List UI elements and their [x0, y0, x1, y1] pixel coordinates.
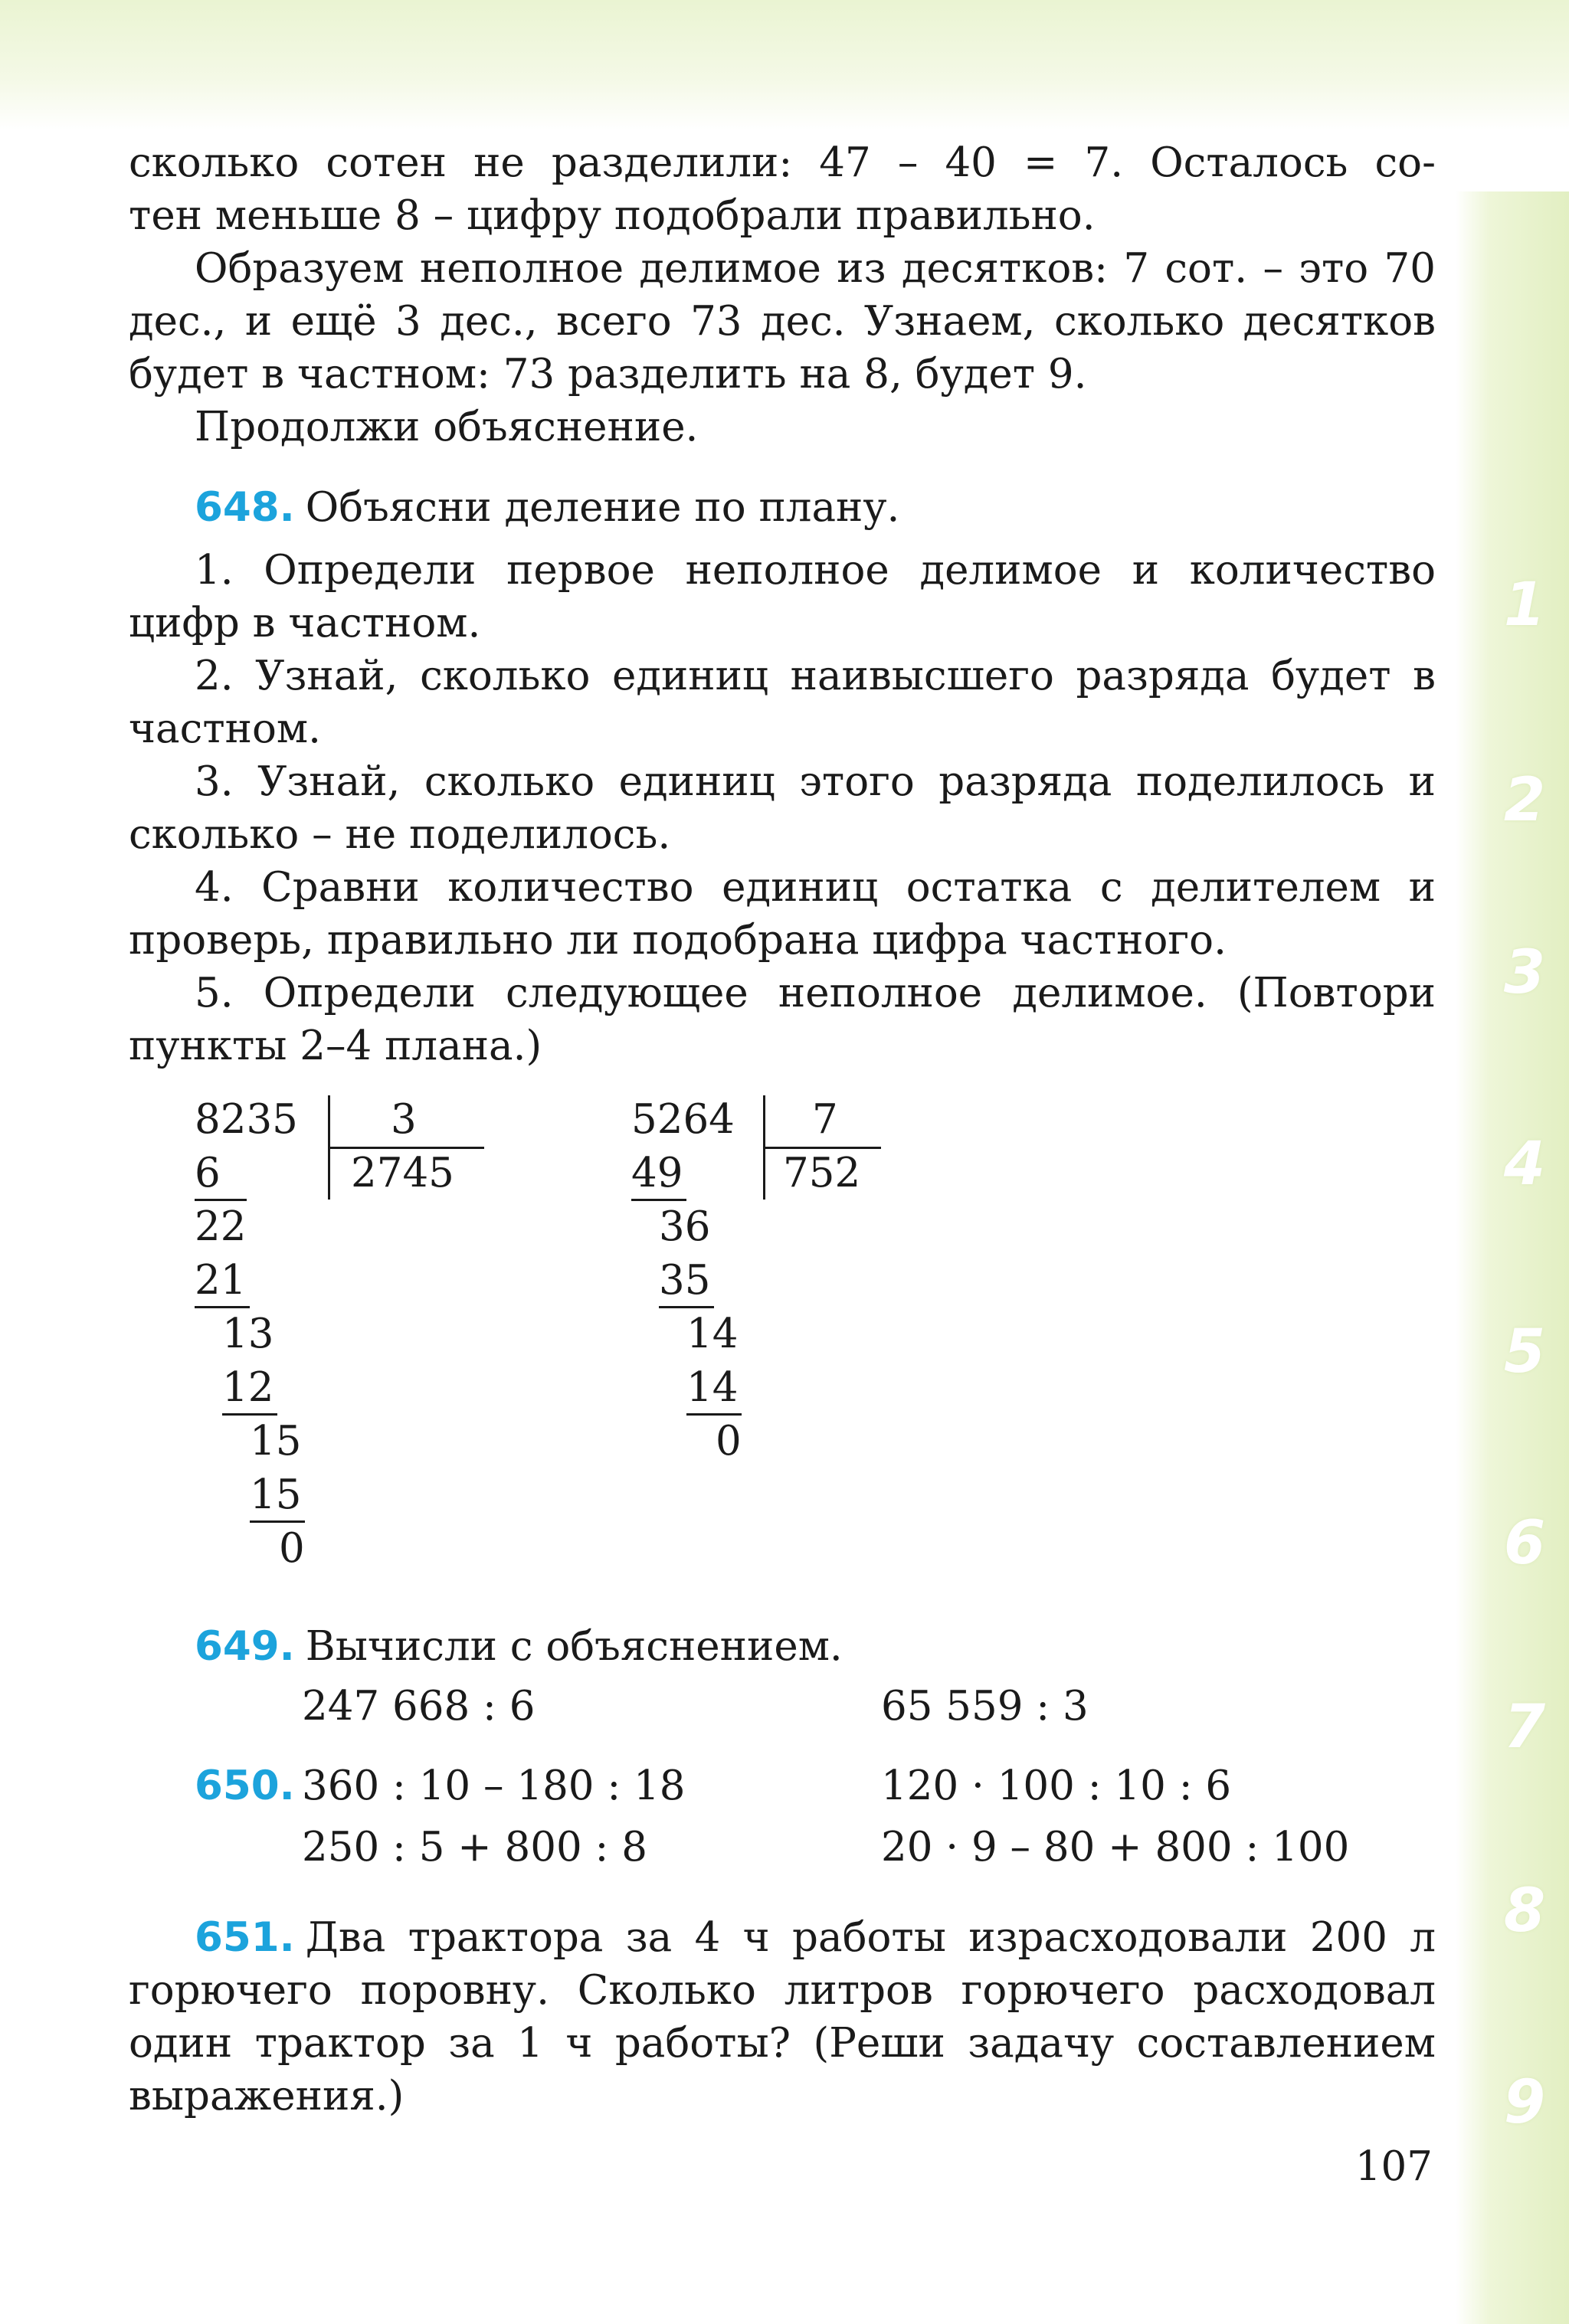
task-651	[129, 1911, 1436, 2123]
expression: 120 · 100 : 10 : 6	[881, 1763, 1232, 1809]
paragraph-line: сколько сотен не разделили: 47 – 40 = 7. Осталось со-	[129, 139, 1436, 186]
plan-step: 4. Сравни количество единиц остатка с делителем и проверь, правильно ли подобрана цифра частного.	[129, 864, 1436, 964]
step-underline	[222, 1413, 277, 1416]
expression: 360 : 10 – 180 : 18	[302, 1763, 686, 1809]
divisor: 7	[812, 1096, 838, 1143]
division-step: 15	[250, 1418, 302, 1465]
plan-step: 2. Узнай, сколько единиц наивысшего разряда будет в частном.	[129, 653, 1436, 752]
task-650-number	[195, 1763, 306, 1809]
expression: 247 668 : 6	[302, 1683, 536, 1730]
chapter-marker-9: 9	[1503, 2068, 1546, 2137]
chapter-marker-7: 7	[1503, 1693, 1546, 1762]
quotient: 2745	[351, 1150, 454, 1196]
division-horizontal-line	[328, 1147, 484, 1149]
division-step: 22	[195, 1203, 247, 1250]
dividend: 8235	[195, 1096, 298, 1143]
expression: 20 · 9 – 80 + 800 : 100	[881, 1824, 1350, 1871]
task-text: Два трактора за 4 ч работы израсходовали 200 л горючего поровну. Сколько литров горючего расходовал один трактор за 1 ч работы? (Реши задачу составлением выражения.)	[129, 1914, 1436, 2119]
expression: 65 559 : 3	[881, 1683, 1089, 1730]
chapter-marker-4: 4	[1503, 1130, 1546, 1199]
chapter-marker-2: 2	[1503, 766, 1546, 835]
expression: 250 : 5 + 800 : 8	[302, 1824, 647, 1871]
division-step: 12	[222, 1364, 274, 1411]
dividend: 5264	[631, 1096, 735, 1143]
plan-step: 1. Определи первое неполное делимое и количество цифр в частном.	[129, 547, 1436, 646]
task-648-heading	[129, 481, 1436, 534]
step-underline	[250, 1520, 305, 1523]
division-step: 36	[659, 1203, 711, 1250]
division-remainder: 0	[716, 1418, 742, 1465]
paragraph: Продолжи объяснение.	[195, 404, 699, 450]
divisor: 3	[391, 1096, 417, 1143]
step-underline	[631, 1199, 686, 1201]
division-step: 21	[195, 1257, 247, 1304]
step-underline	[659, 1306, 714, 1308]
division-step: 14	[686, 1311, 739, 1357]
division-step: 15	[250, 1471, 302, 1518]
division-step: 13	[222, 1311, 274, 1357]
plan-step: 5. Определи следующее неполное делимое. (Повтори пункты 2–4 плана.)	[129, 970, 1436, 1069]
chapter-marker-8: 8	[1503, 1877, 1546, 1946]
paragraph: Образуем неполное делимое из десятков: 7 сот. – это 70 дес., и ещё 3 дес., всего 73 дес. Узнаем, сколько десятков будет в частном: 73 разделить на 8, будет 9.	[129, 245, 1436, 398]
side-chapter-band	[1456, 191, 1569, 2324]
step-underline	[195, 1306, 250, 1308]
chapter-marker-1: 1	[1503, 571, 1546, 640]
task-number: 651.	[195, 1914, 295, 1961]
chapter-marker-5: 5	[1503, 1317, 1546, 1386]
division-horizontal-line	[763, 1147, 881, 1149]
division-step: 35	[659, 1257, 711, 1304]
paragraph-line: тен меньше 8 – цифру подобрали правильно.	[129, 192, 1096, 239]
task-title: Объясни деление по плану.	[305, 484, 900, 531]
step-underline	[686, 1413, 742, 1416]
chapter-marker-6: 6	[1503, 1509, 1546, 1578]
task-number: 648.	[195, 484, 295, 531]
task-649-heading	[129, 1620, 1436, 1673]
division-step: 49	[631, 1150, 683, 1196]
division-remainder: 0	[279, 1525, 305, 1572]
chapter-marker-3: 3	[1503, 938, 1546, 1007]
page-number: 107	[1354, 2143, 1433, 2190]
quotient: 752	[783, 1150, 861, 1196]
plan-step: 3. Узнай, сколько единиц этого разряда поделилось и сколько – не поделилось.	[129, 758, 1436, 858]
task-number: 649.	[195, 1623, 295, 1670]
step-underline	[195, 1199, 247, 1201]
top-decor-band	[0, 0, 1569, 130]
task-title: Вычисли с объяснением.	[305, 1623, 843, 1670]
division-step: 14	[686, 1364, 739, 1411]
division-step: 6	[195, 1150, 221, 1196]
task-number: 650.	[195, 1763, 295, 1809]
